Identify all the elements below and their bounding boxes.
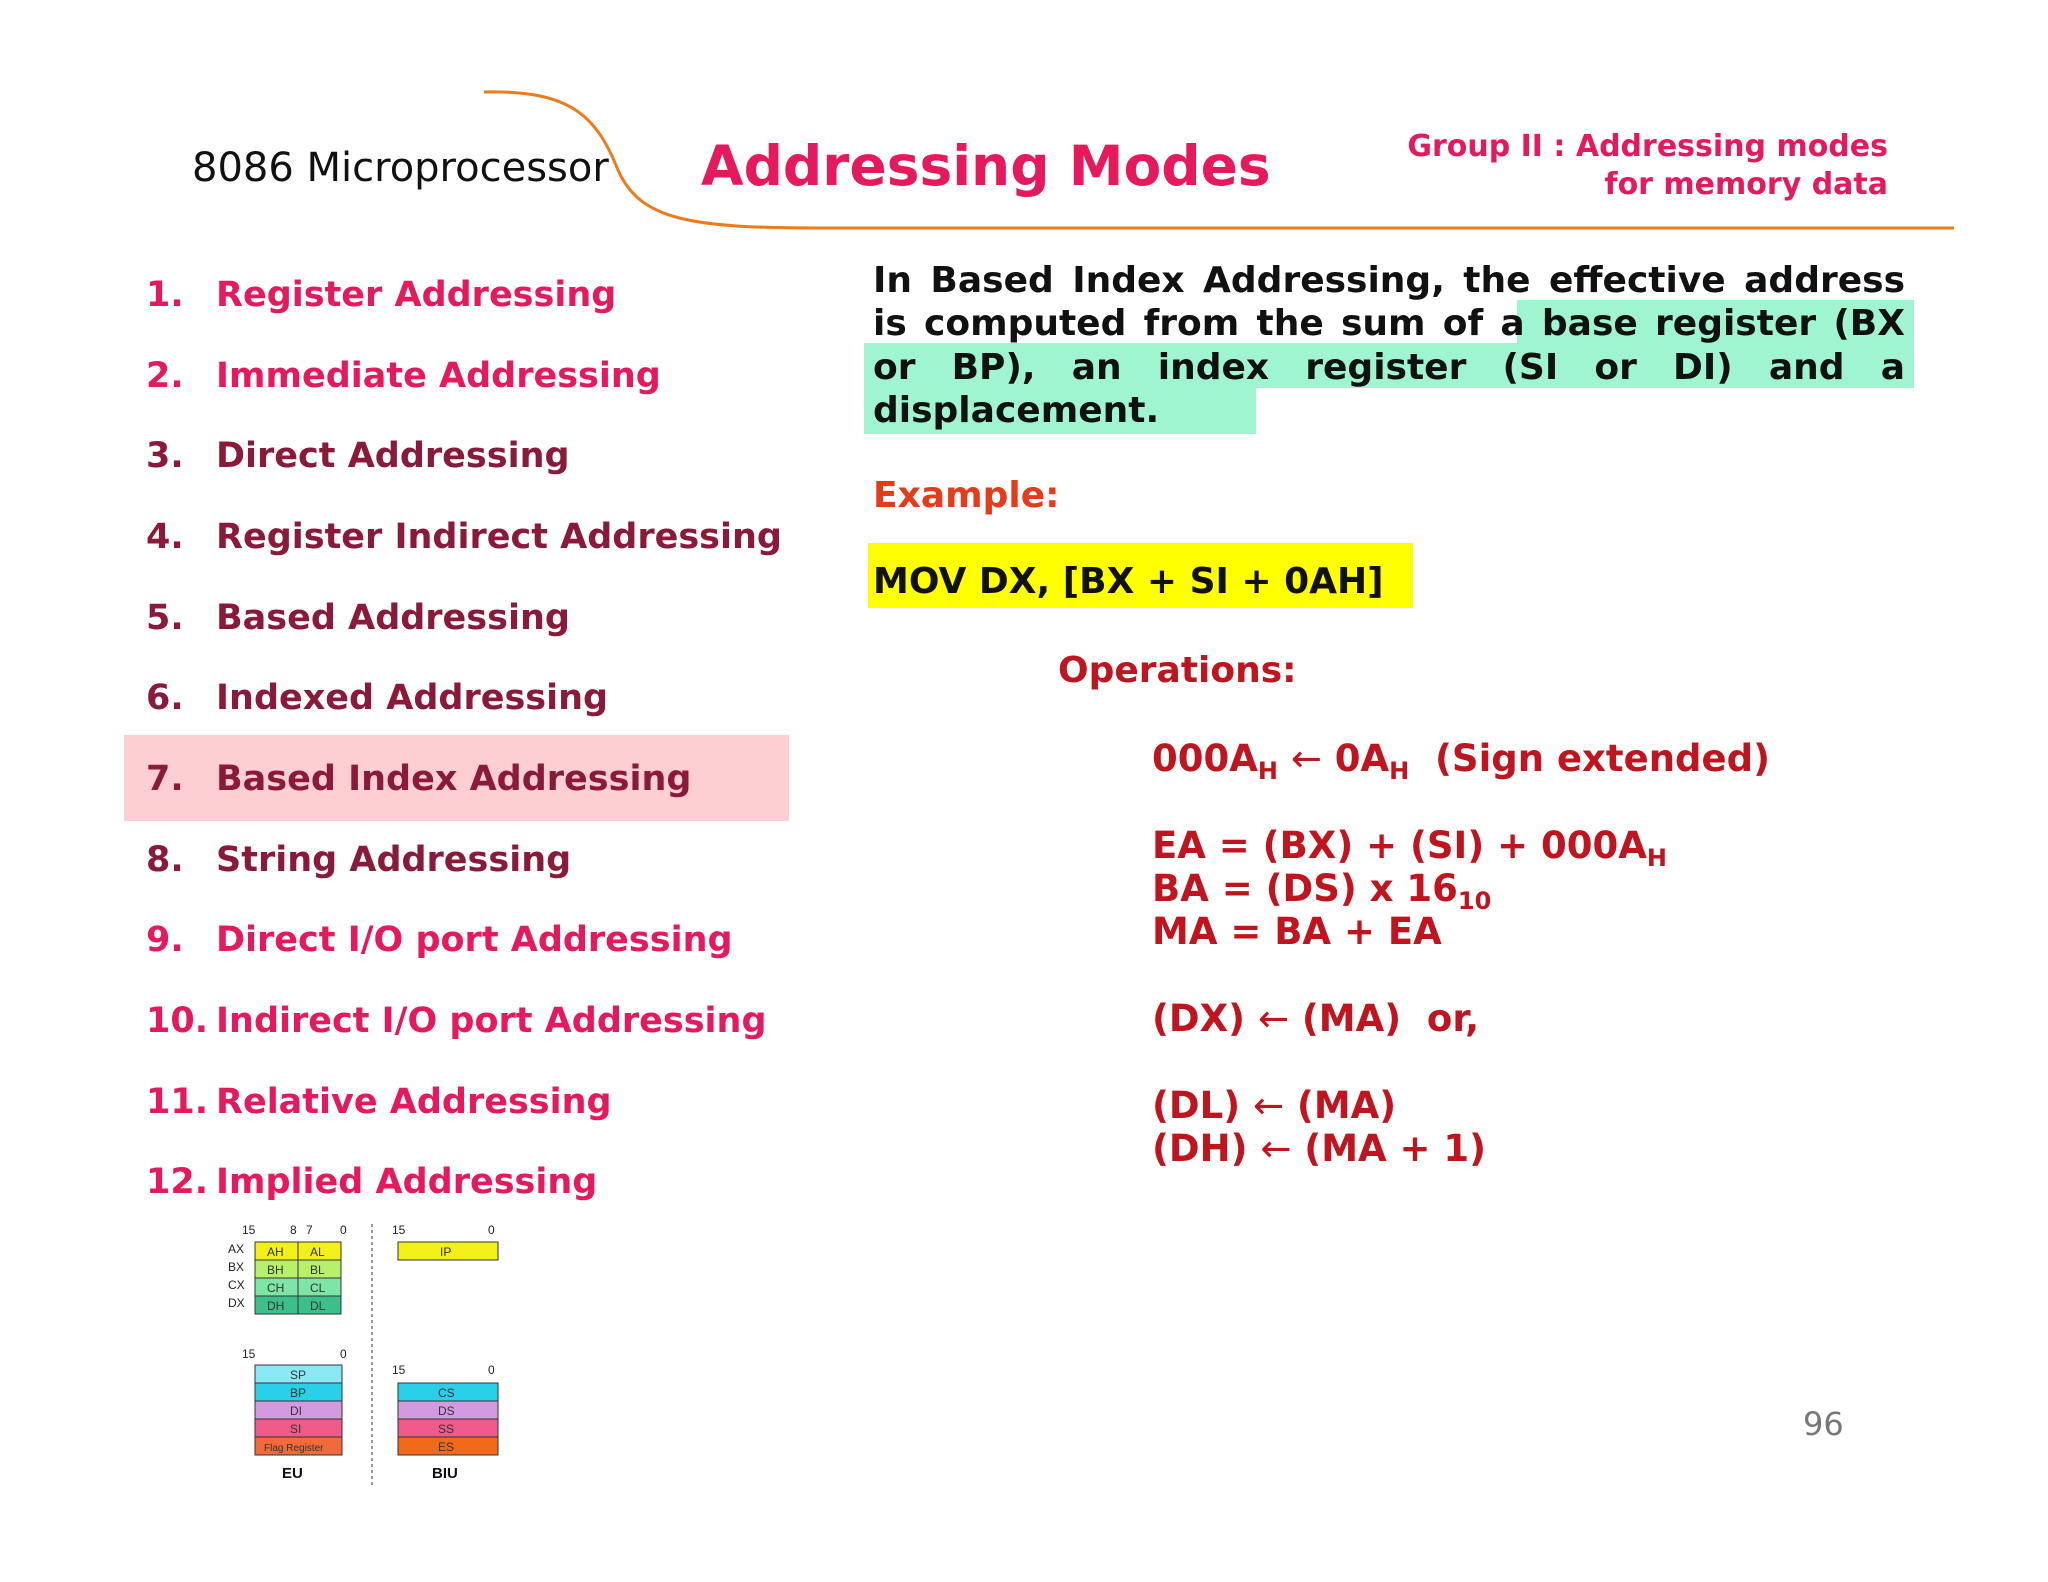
register-BX <box>228 1260 341 1278</box>
group-line-1: Group II : Addressing modes <box>1407 129 1888 164</box>
register-CS <box>398 1383 498 1401</box>
nav-item-indexed[interactable]: 6. Indexed Addressing <box>146 678 609 718</box>
svg-text:0: 0 <box>488 1363 495 1377</box>
op-dx-load: (DX) ← (MA) or, <box>1152 997 1480 1040</box>
bit-label: 7 <box>306 1223 313 1237</box>
bit-label: 8 <box>290 1223 297 1237</box>
nav-item-based[interactable]: 5. Based Addressing <box>146 598 570 638</box>
nav-item-register-indirect[interactable]: 4. Register Indirect Addressing <box>146 517 782 557</box>
page-title: Addressing Modes <box>701 134 1271 198</box>
svg-text:SS: SS <box>438 1422 455 1436</box>
register-CX <box>228 1278 341 1296</box>
register-DI <box>255 1401 342 1419</box>
svg-text:CS: CS <box>438 1386 455 1400</box>
svg-text:AX: AX <box>228 1242 245 1256</box>
svg-text:15: 15 <box>392 1223 406 1237</box>
svg-text:Flag Register: Flag Register <box>264 1443 324 1454</box>
svg-text:BX: BX <box>228 1260 245 1274</box>
svg-text:SI: SI <box>290 1422 302 1436</box>
svg-text:DS: DS <box>438 1404 455 1418</box>
svg-text:15: 15 <box>242 1347 256 1361</box>
group-subtitle <box>1407 128 1888 204</box>
register-BP <box>255 1383 342 1401</box>
svg-text:IP: IP <box>440 1245 452 1259</box>
register-IP <box>398 1242 498 1260</box>
op-sign-extend: $000A_H$ ← $0A_H$ (Sign extended) <box>1152 737 1771 785</box>
svg-text:CL: CL <box>310 1281 326 1295</box>
biu-label: BIU <box>432 1465 458 1482</box>
register-SI <box>255 1419 342 1437</box>
op-dl-load: (DL) ← (MA) <box>1152 1084 1397 1127</box>
nav-item-implied[interactable]: 12. Implied Addressing <box>146 1162 598 1202</box>
register-ES <box>398 1437 498 1455</box>
op-memory-address: MA = BA + EA <box>1152 910 1442 953</box>
description-line-1: In Based Index Addressing, the effective address <box>873 260 1905 301</box>
nav-item-string[interactable]: 8. String Addressing <box>146 840 572 880</box>
nav-item-relative[interactable]: 11. Relative Addressing <box>146 1082 612 1122</box>
left-arrow-icon: ← <box>1257 997 1289 1040</box>
nav-item-direct[interactable]: 3. Direct Addressing <box>146 436 570 476</box>
svg-text:SP: SP <box>290 1368 307 1382</box>
eu-label: EU <box>282 1465 303 1482</box>
register-SS <box>398 1419 498 1437</box>
nav-item-register[interactable]: 1. Register Addressing <box>146 275 617 315</box>
svg-text:CH: CH <box>267 1281 285 1295</box>
nav-item-indirect-io[interactable]: 10. Indirect I/O port Addressing <box>146 1001 767 1041</box>
op-effective-address: EA = $(BX) + (SI) + 000A_H$ <box>1152 824 1667 872</box>
svg-text:DL: DL <box>310 1299 326 1313</box>
svg-text:AH: AH <box>267 1245 284 1259</box>
left-arrow-icon: ← <box>1253 1084 1285 1127</box>
svg-text:DH: DH <box>267 1299 285 1313</box>
example-instruction: MOV DX, [BX + SI + 0AH] <box>873 561 1384 602</box>
svg-text:DI: DI <box>290 1404 302 1418</box>
svg-text:BP: BP <box>290 1386 307 1400</box>
register-DX <box>228 1296 341 1314</box>
description-line-3: or BP), an index register (SI or DI) and a <box>873 347 1905 388</box>
register-AX <box>228 1242 341 1260</box>
header-curve <box>0 0 2048 240</box>
group-line-2: for memory data <box>1604 167 1888 202</box>
page-number: 96 <box>1803 1405 1844 1443</box>
example-label: Example: <box>873 475 1060 516</box>
svg-text:ES: ES <box>438 1440 455 1454</box>
op-base-address: BA = (DS) x $16_{10}$ <box>1152 867 1492 915</box>
brand-title: 8086 Microprocessor <box>192 145 609 191</box>
svg-text:0: 0 <box>340 1347 347 1361</box>
op-dh-load: (DH) ← (MA + 1) <box>1152 1127 1487 1170</box>
register-DS <box>398 1401 498 1419</box>
description-line-2: is computed from the sum of a base register (BX <box>873 303 1905 344</box>
svg-text:0: 0 <box>488 1223 495 1237</box>
nav-item-direct-io[interactable]: 9. Direct I/O port Addressing <box>146 920 733 960</box>
description-line-4: displacement. <box>873 390 1160 431</box>
bit-label: 15 <box>242 1223 256 1237</box>
left-arrow-icon: ← <box>1260 1127 1292 1170</box>
register-diagram <box>220 1220 520 1490</box>
svg-text:CX: CX <box>228 1278 245 1292</box>
svg-text:BH: BH <box>267 1263 284 1277</box>
nav-item-based-index[interactable]: 7. Based Index Addressing <box>146 759 692 799</box>
register-SP <box>255 1365 342 1383</box>
register-flag <box>255 1437 342 1455</box>
svg-text:15: 15 <box>392 1363 406 1377</box>
operations-label: Operations: <box>1058 650 1297 691</box>
svg-text:BL: BL <box>310 1263 325 1277</box>
svg-text:AL: AL <box>310 1245 325 1259</box>
left-arrow-icon: ← <box>1290 737 1322 780</box>
svg-text:DX: DX <box>228 1296 245 1310</box>
nav-item-immediate[interactable]: 2. Immediate Addressing <box>146 356 661 396</box>
bit-label: 0 <box>340 1223 347 1237</box>
